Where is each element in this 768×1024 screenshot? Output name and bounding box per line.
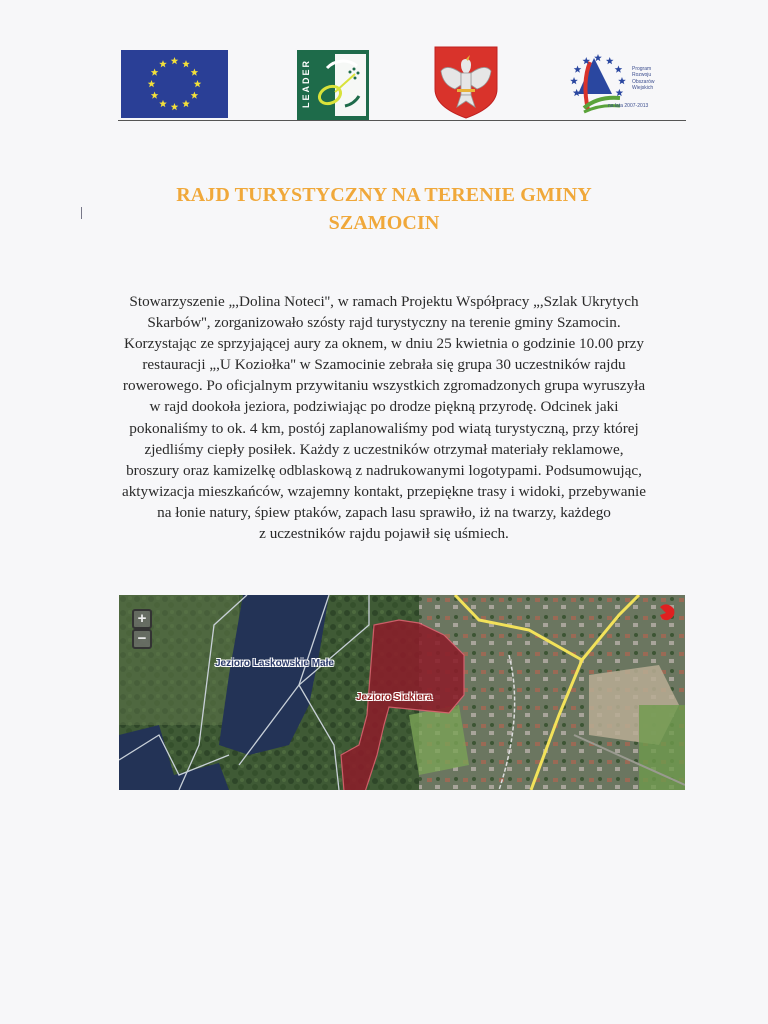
- body-line: rowerowego. Po oficjalnym przywitaniu wszystkich zgromadzonych grupa wyruszyła: [122, 377, 646, 395]
- eu-star-icon: [194, 80, 202, 87]
- prow-years: na lata 2007-2013: [608, 103, 649, 109]
- eu-star-icon: [148, 80, 156, 87]
- body-line: Stowarzyszenie „,Dolina Noteci'', w ramach Projektu Współpracy „,Szlak Ukrytych: [129, 293, 639, 310]
- body-line: Skarbów'', zorganizowało szósty rajd turystyczny na terenie gminy Szamocin.: [147, 314, 621, 332]
- title-line-2: SZAMOCIN: [328, 212, 440, 234]
- body-line: zjedliśmy ciepły posiłek. Każdy z uczestników otrzymał materiały reklamowe,: [144, 440, 624, 458]
- satellite-map[interactable]: [119, 595, 685, 790]
- eu-star-icon: [159, 60, 167, 67]
- map-label-lake-siekiera: Jezioro Siekiera: [356, 692, 433, 703]
- body-line: Korzystając ze sprzyjającej aury za oknem, w dniu 25 kwietnia o godzinie 10.00 przy: [124, 335, 644, 353]
- body-line: broszury oraz kamizelkę odblaskową z nadrukowanymi logotypami. Podsumowując,: [126, 461, 642, 479]
- eu-star-icon: [191, 69, 199, 76]
- map-zoom-in-button[interactable]: +: [132, 609, 152, 629]
- eu-star-icon: [151, 69, 159, 76]
- title-line-1: RAJD TURYSTYCZNY NA TERENIE GMINY: [176, 184, 592, 206]
- body-line: na łonie natury, śpiew ptaków, zapach lasu sprawiło, iż na twarzy, każdego: [157, 503, 611, 521]
- prow-star-icon: [616, 89, 624, 96]
- scan-mark: [81, 207, 82, 219]
- eu-star-icon: [182, 100, 190, 107]
- prow-star-icon: [606, 57, 614, 64]
- prow-star-icon: [574, 65, 582, 72]
- eu-star-icon: [159, 100, 167, 107]
- body-line: pokonaliśmy to ok. 4 km, postój zaplanowaliśmy pod wiatą turystyczną, przy której: [129, 419, 639, 437]
- eu-star-icon: [171, 57, 179, 64]
- prow-star-icon: [615, 65, 623, 72]
- eu-star-icon: [191, 92, 199, 99]
- body-line: w rajd dookoła jeziora, podziwiając po drodze piękną przyrodę. Odcinek jaki: [149, 398, 619, 416]
- header-divider: [118, 120, 686, 121]
- eu-star-icon: [182, 60, 190, 67]
- prow-star-icon: [570, 77, 578, 84]
- prow-star-icon: [618, 77, 626, 84]
- body-line: z uczestników rajdu pojawił się uśmiech.: [259, 525, 509, 543]
- prow-star-icon: [594, 54, 602, 61]
- eu-stars-icon: [121, 50, 228, 118]
- eu-star-icon: [151, 92, 159, 99]
- body-line: aktywizacja mieszkańców, wzajemny kontakt, przepiękne trasy i widoki, przebywanie: [121, 482, 647, 500]
- map-marker-icon[interactable]: [656, 603, 678, 623]
- prow-logo: [568, 52, 668, 118]
- wielkopolska-crest-logo: [433, 45, 499, 120]
- map-label-lake-laskowskie: Jezioro Laskowskie Małe: [215, 658, 334, 669]
- map-zoom-out-button[interactable]: −: [132, 629, 152, 649]
- prow-text: Program Rozwoju Obszarów Wiejskich: [632, 66, 655, 92]
- eu-flag-logo: [121, 50, 228, 118]
- body-line: restauracji „,U Koziołka'' w Szamocinie zebrała się grupa 30 uczestników rajdu: [142, 356, 626, 374]
- prow-star-icon: [573, 89, 581, 96]
- document-body: [108, 291, 660, 544]
- leader-wordmark: LEADER: [301, 58, 311, 108]
- document-title: [120, 181, 648, 237]
- eu-star-icon: [171, 103, 179, 110]
- leader-logo: [297, 50, 369, 120]
